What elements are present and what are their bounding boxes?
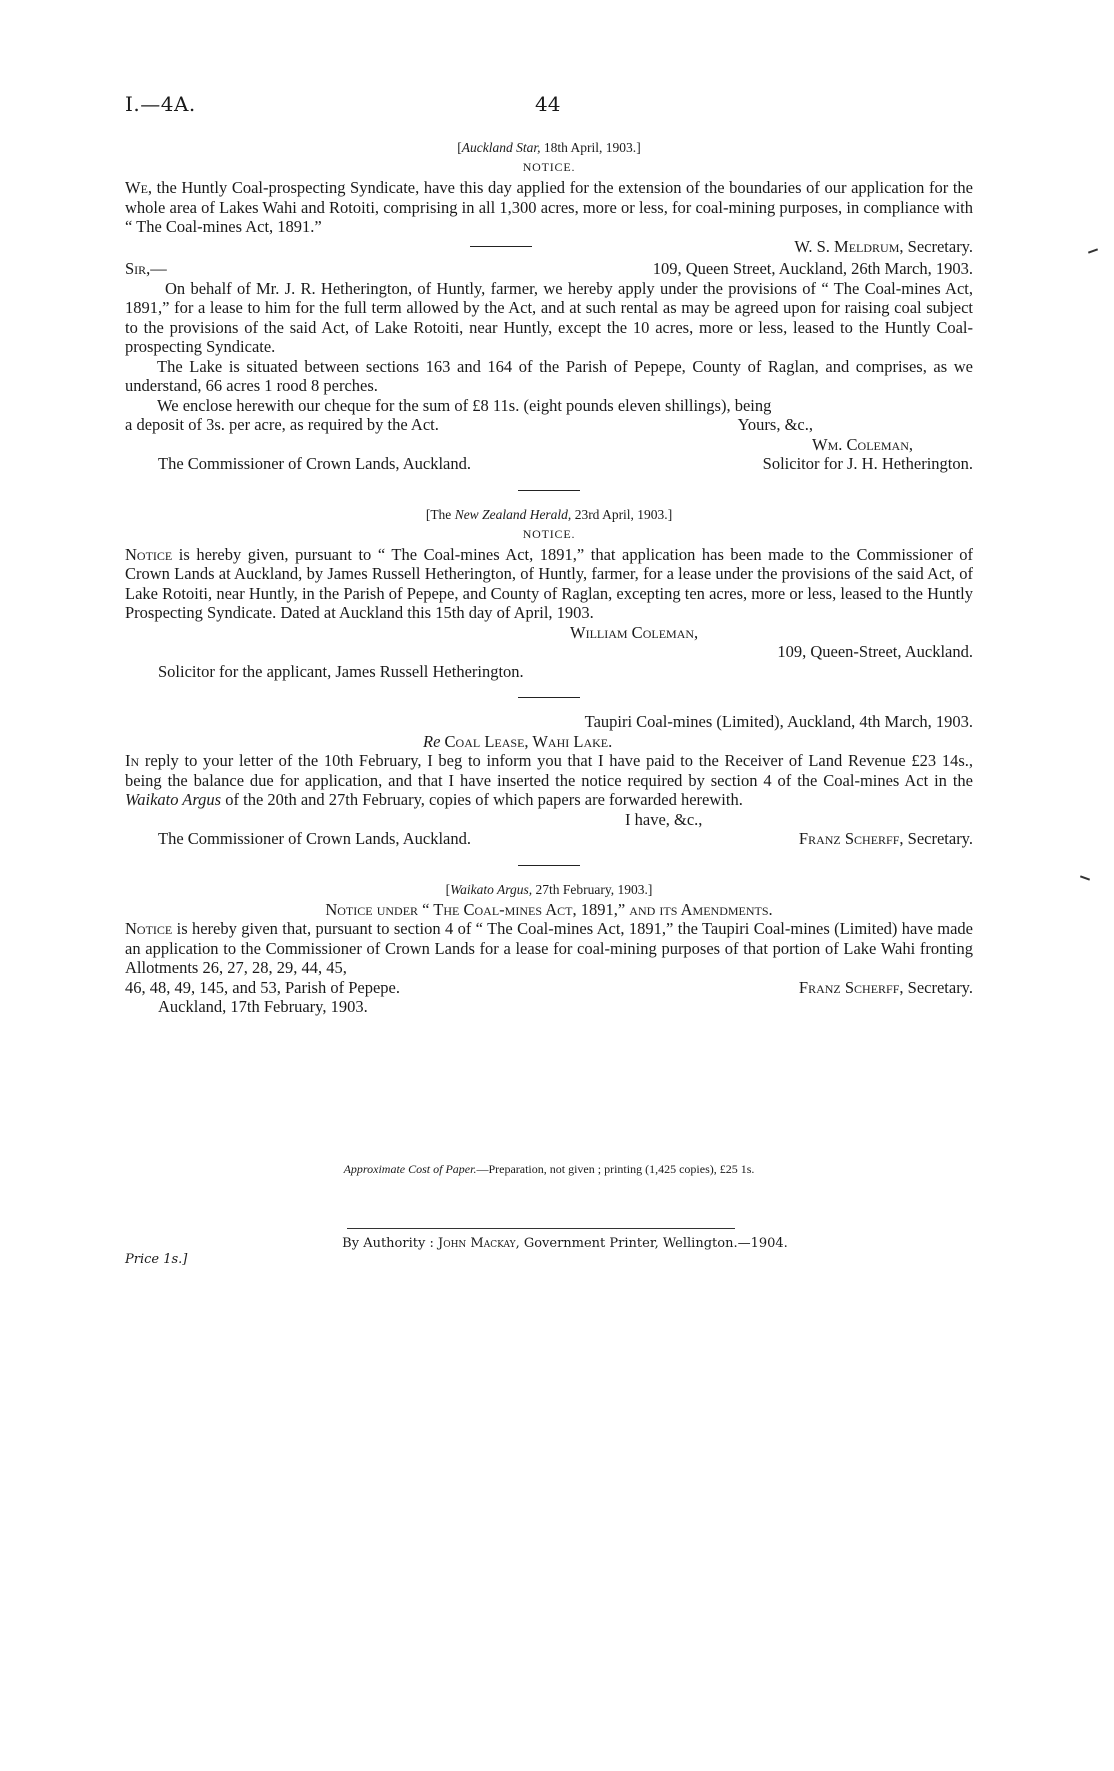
section-divider xyxy=(518,490,580,491)
letter-paragraph: The Lake is situated between sections 163 and 164 of the Parish of Pepepe, County of Raglan, and comprises, as we understand, 66 acres 1 rood 8 perches. xyxy=(125,356,973,395)
notice-heading: Notice under “ The Coal-mines Act, 1891,” and its Amendments. xyxy=(325,899,773,919)
salutation: Sir,— xyxy=(125,259,167,278)
source-date: 27th February, 1903. xyxy=(535,881,648,897)
letter-hetherington xyxy=(125,259,973,474)
margin-mark xyxy=(1088,248,1098,253)
lead-word: In xyxy=(125,751,140,770)
lead-word: We xyxy=(125,178,148,197)
body-text: is hereby given that, pursuant to section 4 of “ The Coal-mines Act, 1891,” the Taupiri Coal-mines (Limited) have made an application to the Commissioner of Crown Lands for a lease for coal-mining purposes of that portion of Lake Wahi fronting Allotments 26, 27, 28, 29, 44, 45, xyxy=(125,919,973,977)
source-paper: Waikato Argus, xyxy=(450,881,533,897)
body-paper: Waikato Argus xyxy=(125,790,222,809)
source-citation: [The New Zealand Herald, 23rd April, 1903.] xyxy=(425,506,673,522)
section-divider xyxy=(470,246,532,247)
letter-subject xyxy=(423,732,973,752)
series-number: I.—4A. xyxy=(125,92,196,116)
section-divider xyxy=(518,697,580,698)
notice-body xyxy=(125,545,973,623)
letter-paragraph: We enclose herewith our cheque for the sum of £8 11s. (eight pounds eleven shillings), being xyxy=(157,395,772,415)
re-prefix: Re xyxy=(423,731,441,751)
source-paper: Auckland Star, xyxy=(461,140,541,155)
letter-body xyxy=(125,751,973,810)
signature-name: William Coleman xyxy=(570,622,695,642)
signature-role: , Secretary. xyxy=(899,236,973,256)
body-text: , the Huntly Coal-prospecting Syndicate, have this day applied for the extension of the boundaries of our application for the whole area of Lakes Wahi and Rotoiti, comprising in all 1,300 acres, more or less, for coal-mining purposes, in compliance with “ The Coal-mines Act, 1891.” xyxy=(125,178,973,236)
authority-suffix: , Government Printer, Wellington.—1904. xyxy=(515,1236,788,1251)
re-subject: Coal Lease, Wahi Lake. xyxy=(444,731,613,751)
dateline: Auckland, 17th February, 1903. xyxy=(158,997,368,1016)
signature-suffix: , xyxy=(908,434,913,454)
source-paper: New Zealand Herald, xyxy=(454,506,572,522)
cost-text: —Preparation, not given ; printing (1,425 copies), £25 1s. xyxy=(476,1162,755,1176)
source-date: 23rd April, 1903. xyxy=(574,506,668,522)
addressee: The Commissioner of Crown Lands, Auckland. xyxy=(158,829,472,848)
signature-suffix: , xyxy=(694,622,699,642)
signature-name: W. S. Meldrum xyxy=(794,236,900,256)
authority-rule xyxy=(347,1228,735,1229)
signature-name: Wm. Coleman xyxy=(812,434,909,454)
cost-label: Approximate Cost of Paper. xyxy=(343,1162,477,1176)
body-text-end: 46, 48, 49, 145, and 53, Parish of Pepepe. xyxy=(125,977,400,997)
signature xyxy=(570,623,973,643)
body-text-a: reply to your letter of the 10th February, I beg to inform you that I have paid to the Receiver of Land Revenue £23 14s., being the balance due for application, and that I have inserted the notice required by section 4 of the Coal-mines Act in the xyxy=(125,751,973,790)
letter-address: Taupiri Coal-mines (Limited), Auckland, 4th March, 1903. xyxy=(584,712,973,731)
letter-address: 109, Queen Street, Auckland, 26th March, 1903. xyxy=(652,259,973,278)
letter-header xyxy=(125,259,973,279)
source-citation: [Waikato Argus, 27th February, 1903.] xyxy=(445,881,653,897)
notice-body xyxy=(125,919,973,978)
notice-label: NOTICE. xyxy=(522,160,576,174)
signature-role: Solicitor for J. H. Hetherington. xyxy=(762,454,973,473)
letter-paragraph: On behalf of Mr. J. R. Hetherington, of Huntly, farmer, we hereby apply under the provisions of “ The Coal-mines Act, 1891,” for a lease to him for the full term allowed by the Act, and at such rental as may be agreed upon for raising coal subject to the provisions of the said Act, of Lake Rotoiti, near Huntly, except the 10 acres, more or less, leased to the Huntly Coal-prospecting Syndicate. xyxy=(125,278,973,356)
addressee: The Commissioner of Crown Lands, Auckland. xyxy=(158,454,472,473)
closing: Yours, &c., xyxy=(737,415,813,434)
notice-label: NOTICE. xyxy=(522,526,576,541)
notice-end-row xyxy=(125,978,973,998)
letter-closing-row xyxy=(125,415,973,435)
notice-waikato-argus xyxy=(125,880,973,1017)
signature-name: Franz Scherff xyxy=(798,829,900,848)
signature-name: Franz Scherff xyxy=(798,977,900,997)
authority-prefix: By Authority : xyxy=(342,1236,438,1251)
signature-role: Solicitor for the applicant, James Russell Hetherington. xyxy=(158,661,524,681)
lead-word: Notice xyxy=(125,919,173,938)
letter-footer xyxy=(125,829,973,849)
signature-role: , Secretary. xyxy=(899,977,973,997)
signature xyxy=(799,829,973,849)
signature xyxy=(125,435,913,455)
source-citation: [Auckland Star, 18th April, 1903.] xyxy=(457,140,641,155)
signature xyxy=(125,237,973,257)
cost-of-paper xyxy=(125,1162,973,1177)
body-text: is hereby given, pursuant to “ The Coal-mines Act, 1891,” that application has been made to the Commissioner of Crown Lands at Auckland, by James Russell Hetherington, of Huntly, farmer, for a lease under the provisions of the said Act, of Lake Rotoiti, near Huntly, in the Parish of Pepepe, and County of Raglan, excepting ten acres, more or less, leased to the Huntly Prospecting Syndicate. Dated at Auckland this 15th day of April, 1903. xyxy=(125,544,973,622)
printer-authority xyxy=(285,1236,845,1251)
lead-word: Notice xyxy=(125,544,173,564)
notice-body xyxy=(125,178,973,237)
letter-footer xyxy=(125,454,973,474)
section-divider xyxy=(518,865,580,866)
closing: I have, &c., xyxy=(625,809,703,829)
letter-taupiri xyxy=(125,712,973,849)
page-number: 44 xyxy=(535,92,561,116)
letter-paragraph-end: a deposit of 3s. per acre, as required by the Act. xyxy=(125,415,439,434)
signature xyxy=(799,978,973,998)
price: Price 1s.] xyxy=(125,1252,188,1267)
source-prefix: The xyxy=(430,506,452,522)
notice-auckland-star xyxy=(125,138,973,256)
source-date: 18th April, 1903. xyxy=(543,140,637,155)
signature-role: , Secretary. xyxy=(899,829,973,848)
margin-mark xyxy=(1080,875,1090,880)
signature-address: 109, Queen-Street, Auckland. xyxy=(777,642,973,661)
body-text-b: of the 20th and 27th February, copies of which papers are forwarded herewith. xyxy=(221,790,743,809)
notice-nz-herald xyxy=(125,505,973,682)
authority-name: John Mackay xyxy=(437,1236,516,1251)
page-content xyxy=(125,138,973,1017)
